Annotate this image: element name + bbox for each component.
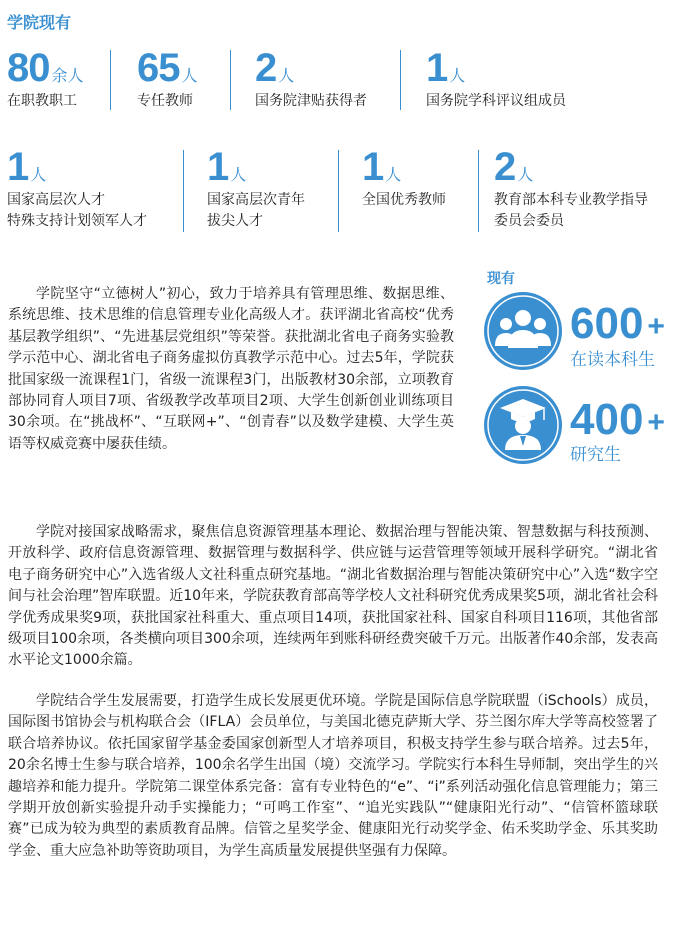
paragraph-research: 学院对接国家战略需求，聚焦信息资源管理基本理论、数据治理与智能决策、智慧数据与科技预测、开放科学、政府信息资源管理、数据管理与数据科学、供应链与运营管理等领域开展科学研究。“湖北省电子商务研究中心”入选省级人文社科重点研究基地。“湖北省数据治理与智能决策研究中心”入选“数字空间与社会治理”智库联盟。近10年来，学院获教育部高等学校人文社科研究优秀成果奖5项，湖北省社会科学优秀成果奖9项，获批国家社科重大、重点项目14项，获批国家社科、国家自科项目116项，其他省部级项目100余项，各类横向项目300余项，连续两年到账科研经费突破千万元。出版著作40余部，发表高水平论文1000余篇。 [8, 524, 658, 669]
stat-staff [7, 48, 84, 112]
stat-teachers [137, 48, 198, 112]
stat-number: 1 [426, 46, 448, 90]
plus-sign: + [647, 406, 665, 439]
stat-label-line1: 国家高层次人才 [7, 192, 105, 208]
undergrad-count [570, 299, 665, 349]
stat-teaching-committee [494, 147, 648, 232]
students-now-label: 现有 [487, 271, 515, 287]
graduate-icon [484, 386, 562, 464]
stat-number: 80 [7, 46, 50, 90]
stat-number: 1 [207, 145, 229, 189]
divider [400, 50, 401, 110]
stat-label-line1: 国家高层次青年 [207, 192, 305, 208]
section-title: 学院现有 [7, 13, 72, 32]
undergrad-number: 600 [570, 299, 644, 348]
postgrad-label: 研究生 [570, 445, 621, 465]
divider [230, 50, 231, 110]
stat-label-line2: 委员会委员 [494, 213, 564, 229]
stat-label-line2: 特殊支持计划领军人才 [7, 213, 147, 229]
stat-number: 1 [7, 145, 29, 189]
stat-unit: 余人 [51, 66, 84, 85]
stat-unit: 人 [449, 66, 466, 85]
stat-number: 2 [255, 46, 277, 90]
stat-unit: 人 [30, 165, 47, 184]
stat-label: 在职教职工 [7, 93, 77, 109]
divider [478, 150, 479, 232]
divider [183, 150, 184, 232]
stat-label-line1: 教育部本科专业教学指导 [494, 192, 648, 208]
stat-discipline-group-member [426, 48, 566, 112]
stat-number: 1 [362, 145, 384, 189]
postgrad-count [570, 395, 665, 445]
stat-unit: 人 [181, 66, 198, 85]
stat-label: 国务院津贴获得者 [255, 93, 367, 109]
stat-unit: 人 [385, 165, 402, 184]
divider [110, 50, 111, 110]
stat-unit: 人 [230, 165, 247, 184]
stat-excellent-teacher [362, 147, 446, 211]
people-group-icon [484, 292, 562, 370]
stat-label: 国务院学科评议组成员 [426, 93, 566, 109]
stat-number: 2 [494, 145, 516, 189]
stat-label-line2: 拔尖人才 [207, 213, 263, 229]
stat-label-line1: 全国优秀教师 [362, 192, 446, 208]
stat-unit: 人 [517, 165, 534, 184]
postgrad-number: 400 [570, 395, 644, 444]
plus-sign: + [647, 310, 665, 343]
stat-label: 专任教师 [137, 93, 193, 109]
undergrad-label: 在读本科生 [570, 350, 655, 370]
paragraph-students: 学院结合学生发展需要，打造学生成长发展更优环境。学院是国际信息学院联盟（iSchools）成员，国际图书馆协会与机构联合会（IFLA）会员单位，与美国北德克萨斯大学、芬兰图尔库大学等高校签署了联合培养协议。依托国家留学基金委国家创新型人才培养项目，积极支持学生参与联合培养。过去5年，20余名博士生参与联合培养，100余名学生出国（境）交流学习。学院实行本科生导师制，突出学生的兴趣培养和能力提升。学院第二课堂体系完备：富有专业特色的“e”、“i”系列活动强化信息管理能力；第三学期开放创新实验提升动手实操能力；“可鸣工作室”、“追光实践队”“健康阳光行动”、“信管杯篮球联赛”已成为较为典型的素质教育品牌。信管之星奖学金、健康阳光行动奖学金、佑禾奖助学金、乐其奖助学金、重大应急补助等资助项目，为学生高质量发展提供坚强有力保障。 [8, 693, 658, 859]
paragraph-teaching: 学院坚守“立德树人”初心，致力于培养具有管理思维、数据思维、系统思维、技术思维的信息管理专业化高级人才。获评湖北省高校“优秀基层教学组织”、“先进基层党组织”等荣誉。获批湖北省电子商务实验教学示范中心、湖北省电子商务虚拟仿真教学示范中心。过去5年，学院获批国家级一流课程1门，省级一流课程3门，出版教材30余部，立项教育部协同育人项目7项、省级教学改革项目2项、大学生创新创业训练项目30余项。在“挑战杯”、“互联网+”、“创青春”以及数学建模、大学生英语等权威竞赛中屡获佳绩。 [8, 286, 454, 452]
stat-leading-talent [7, 147, 147, 232]
stat-young-talent [207, 147, 305, 232]
divider [338, 150, 339, 232]
stat-number: 65 [137, 46, 180, 90]
stat-state-council-allowance [255, 48, 367, 112]
stat-unit: 人 [278, 66, 295, 85]
